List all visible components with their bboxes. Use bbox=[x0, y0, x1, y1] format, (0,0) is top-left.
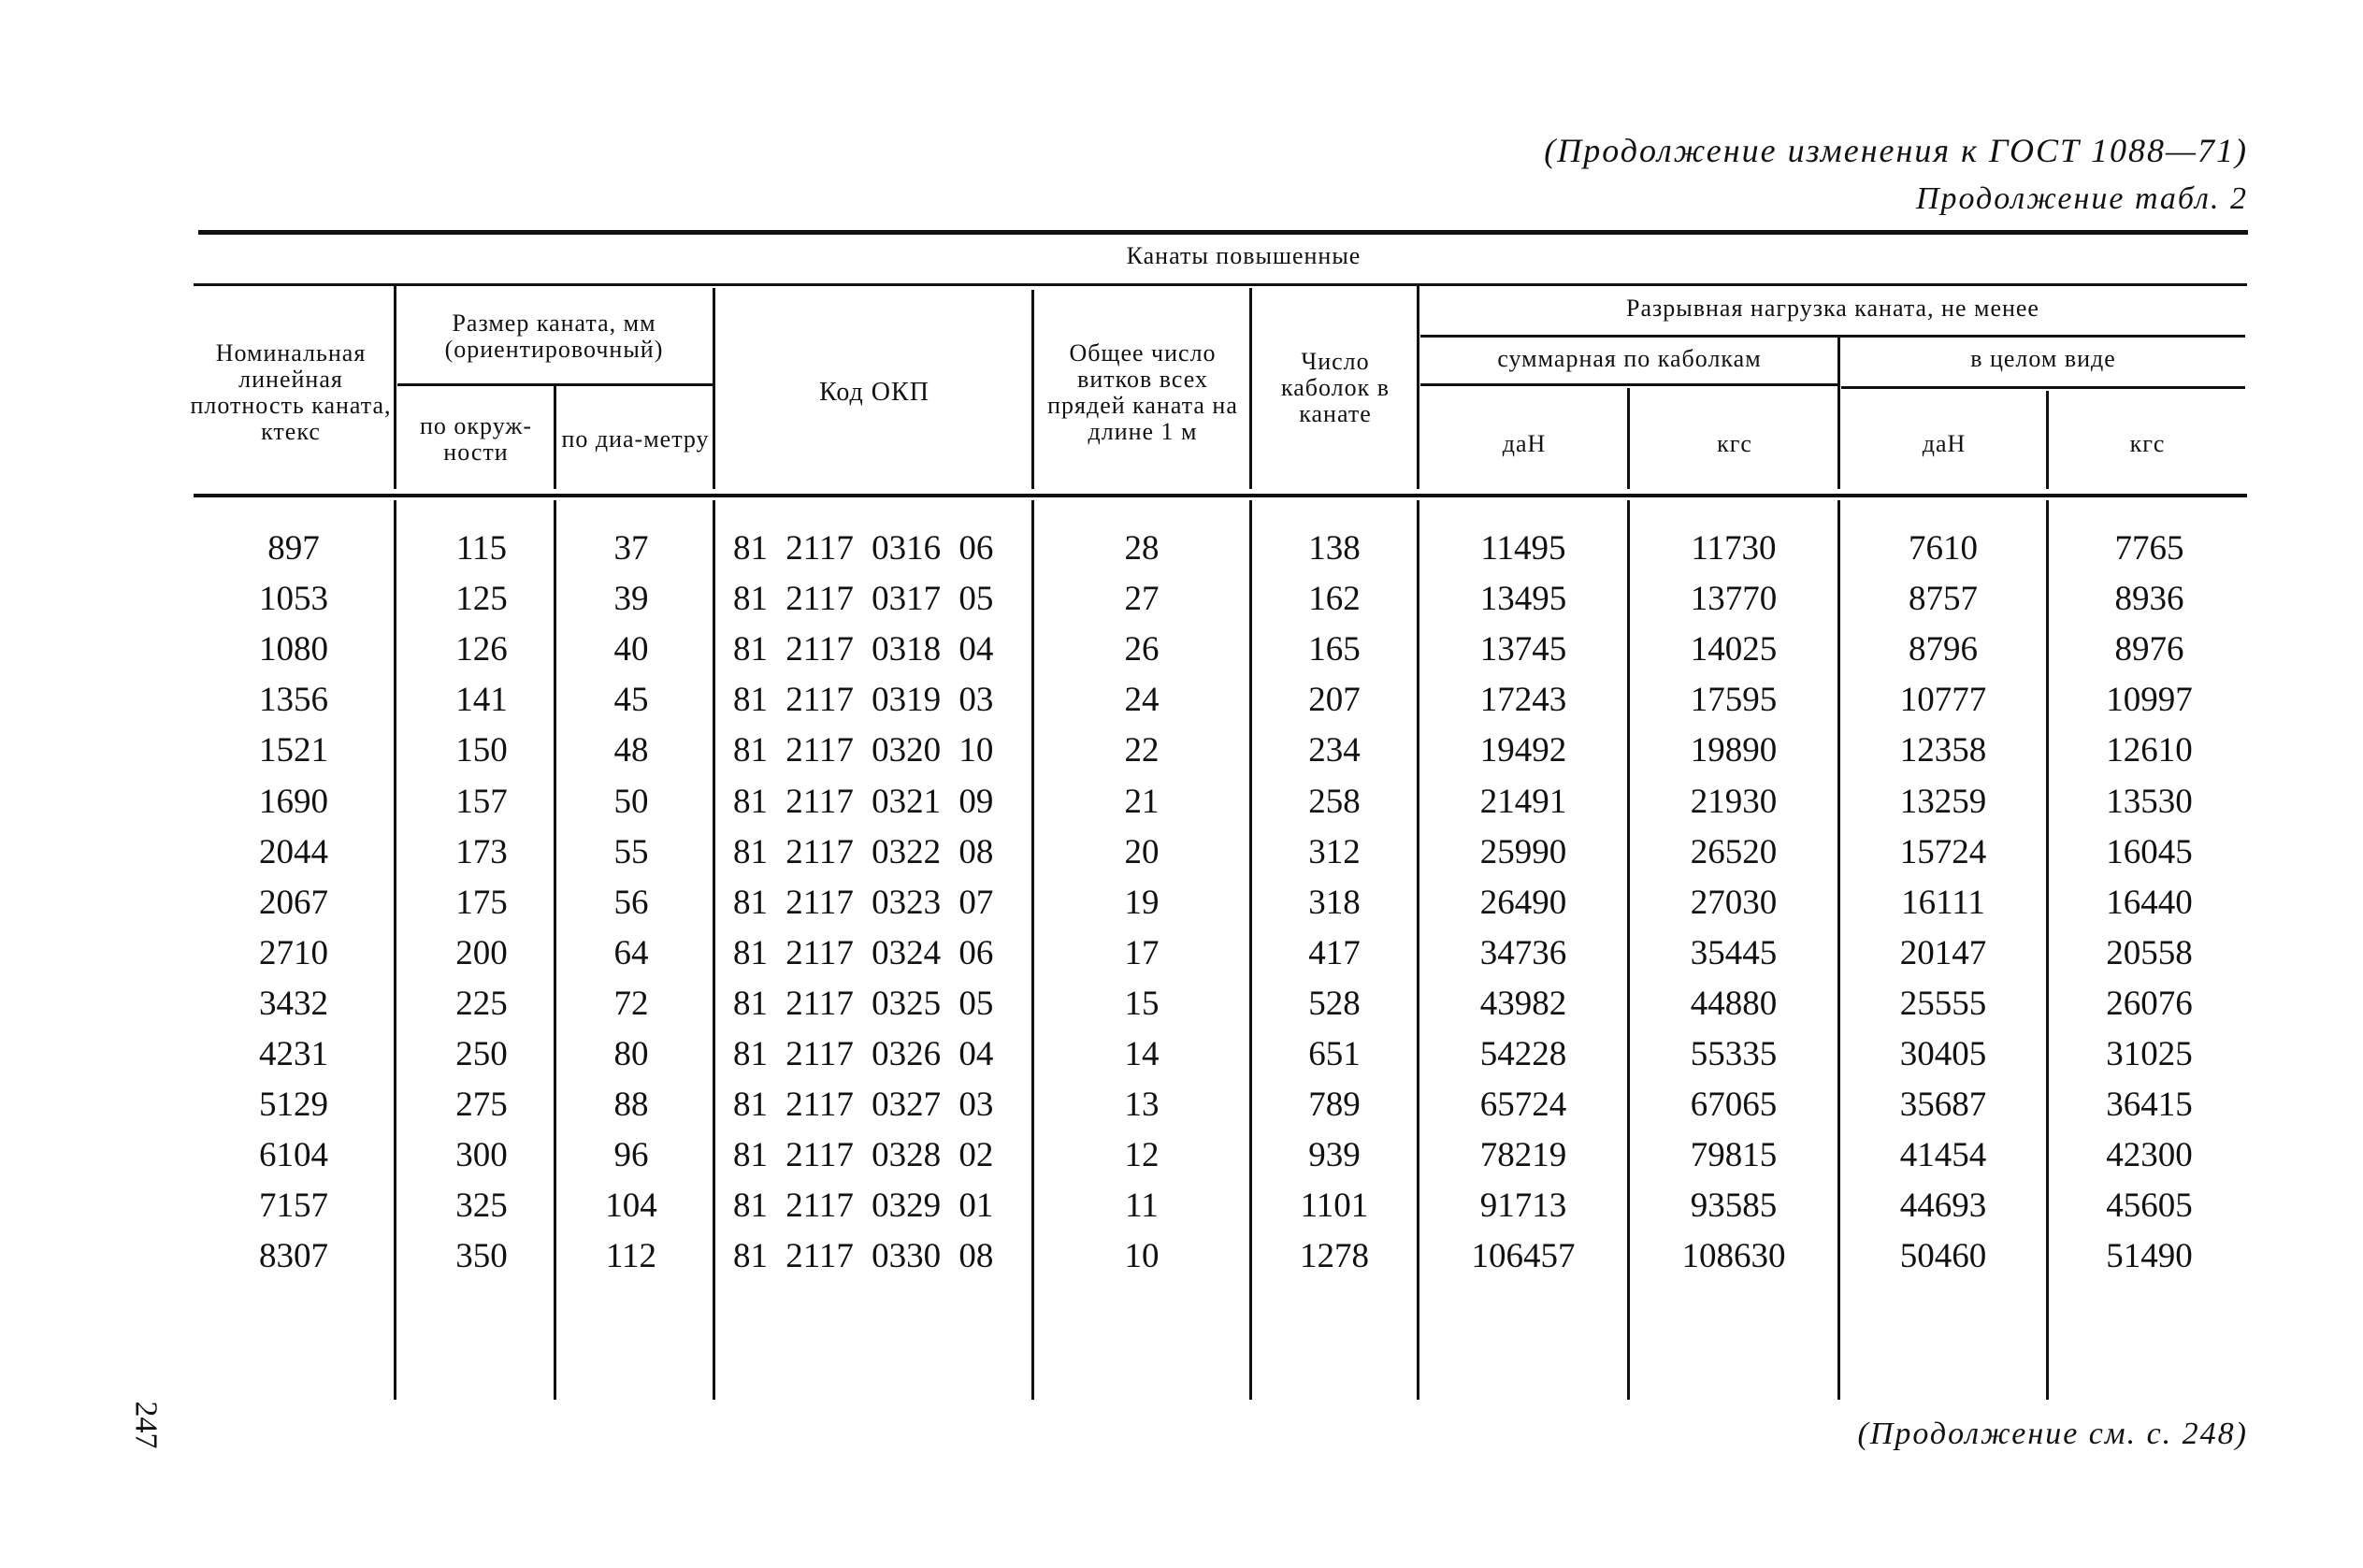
okp-code-cell: 81 2117 0322 08 bbox=[733, 832, 994, 871]
section-title: Канаты повышенные bbox=[1126, 242, 1362, 269]
turns-cell: 22 bbox=[1124, 731, 1160, 770]
column-divider bbox=[394, 500, 396, 1400]
load-whole-dan-cell: 50460 bbox=[1899, 1237, 1987, 1276]
turns-cell: 15 bbox=[1124, 984, 1160, 1023]
col-header-breaking-load: Разрывная нагрузка каната, не менее bbox=[1626, 295, 2039, 322]
load-whole-kgs-cell: 7765 bbox=[2114, 529, 2184, 568]
yarns-cell: 939 bbox=[1308, 1136, 1361, 1175]
load-whole-dan-cell: 7610 bbox=[1909, 529, 1978, 568]
yarns-cell: 417 bbox=[1308, 933, 1361, 972]
size-diameter-cell: 72 bbox=[613, 984, 649, 1023]
load-sum-rule bbox=[1420, 383, 1838, 386]
load-whole-kgs-cell: 42300 bbox=[2106, 1136, 2193, 1175]
turns-cell: 28 bbox=[1124, 529, 1160, 568]
column-divider bbox=[713, 288, 715, 489]
load-sum-kgs-cell: 44880 bbox=[1690, 984, 1778, 1023]
size-circumference-cell: 115 bbox=[455, 529, 508, 568]
column-divider bbox=[1031, 290, 1034, 489]
yarns-cell: 789 bbox=[1308, 1086, 1361, 1125]
col-header-sum-kgs: кгс bbox=[1717, 430, 1752, 457]
load-sum-dan-cell: 26490 bbox=[1479, 883, 1567, 922]
size-diameter-cell: 37 bbox=[613, 529, 649, 568]
size-circumference-cell: 173 bbox=[455, 832, 508, 871]
load-whole-dan-cell: 13259 bbox=[1899, 782, 1987, 821]
size-circumference-cell: 125 bbox=[455, 580, 508, 619]
density-cell: 3432 bbox=[259, 984, 328, 1023]
size-diameter-cell: 96 bbox=[613, 1136, 649, 1175]
turns-cell: 11 bbox=[1125, 1187, 1159, 1226]
size-circumference-cell: 225 bbox=[455, 984, 508, 1023]
size-diameter-cell: 112 bbox=[605, 1237, 657, 1276]
yarns-cell: 528 bbox=[1308, 984, 1361, 1023]
load-sum-dan-cell: 21491 bbox=[1479, 782, 1567, 821]
col-header-sum-dan: даН bbox=[1502, 430, 1547, 457]
density-cell: 1080 bbox=[259, 630, 328, 669]
okp-code-cell: 81 2117 0319 03 bbox=[733, 681, 994, 720]
load-sum-dan-cell: 25990 bbox=[1479, 832, 1567, 871]
load-whole-dan-cell: 25555 bbox=[1899, 984, 1987, 1023]
column-divider bbox=[1837, 335, 1840, 489]
okp-code-cell: 81 2117 0327 03 bbox=[733, 1086, 994, 1125]
size-circumference-cell: 150 bbox=[455, 731, 508, 770]
okp-code-cell: 81 2117 0329 01 bbox=[733, 1187, 994, 1226]
load-sum-dan-cell: 17243 bbox=[1479, 681, 1567, 720]
load-sum-kgs-cell: 55335 bbox=[1690, 1035, 1778, 1073]
column-divider bbox=[554, 386, 556, 489]
load-whole-kgs-cell: 20558 bbox=[2106, 933, 2193, 972]
table-continuation-label: Продолжение табл. 2 bbox=[1915, 181, 2248, 216]
load-sum-dan-cell: 43982 bbox=[1479, 984, 1567, 1023]
turns-cell: 12 bbox=[1124, 1136, 1160, 1175]
load-whole-kgs-cell: 36415 bbox=[2106, 1086, 2193, 1125]
load-sum-kgs-cell: 14025 bbox=[1690, 630, 1778, 669]
column-divider bbox=[554, 500, 556, 1400]
column-divider bbox=[1417, 285, 1419, 489]
load-sum-dan-cell: 91713 bbox=[1479, 1187, 1567, 1226]
column-divider bbox=[394, 285, 396, 489]
document-continuation-title: (Продолжение изменения к ГОСТ 1088—71) bbox=[1544, 132, 2248, 169]
header-bottom-rule bbox=[194, 494, 2247, 497]
size-circumference-cell: 126 bbox=[455, 630, 508, 669]
page-number: 247 bbox=[128, 1401, 164, 1449]
turns-cell: 17 bbox=[1124, 933, 1160, 972]
column-divider bbox=[713, 500, 715, 1400]
okp-code-cell: 81 2117 0330 08 bbox=[733, 1237, 994, 1276]
yarns-cell: 1278 bbox=[1300, 1237, 1369, 1276]
load-sum-dan-cell: 78219 bbox=[1479, 1136, 1567, 1175]
continued-note: (Продолжение см. с. 248) bbox=[1857, 1417, 2248, 1451]
yarns-cell: 234 bbox=[1308, 731, 1361, 770]
load-whole-dan-cell: 41454 bbox=[1899, 1136, 1987, 1175]
size-circumference-cell: 175 bbox=[455, 883, 508, 922]
density-cell: 2067 bbox=[259, 883, 328, 922]
table-top-rule bbox=[198, 230, 2248, 235]
col-header-density: Номинальная линейная плотность каната, ктекс bbox=[190, 339, 392, 445]
load-whole-dan-cell: 12358 bbox=[1899, 731, 1987, 770]
load-sum-kgs-cell: 35445 bbox=[1690, 933, 1778, 972]
load-sum-kgs-cell: 67065 bbox=[1690, 1086, 1778, 1125]
turns-cell: 24 bbox=[1124, 681, 1160, 720]
size-circumference-cell: 200 bbox=[455, 933, 508, 972]
load-sum-kgs-cell: 11730 bbox=[1691, 529, 1777, 568]
load-sum-kgs-cell: 17595 bbox=[1690, 681, 1778, 720]
load-whole-kgs-cell: 8936 bbox=[2114, 580, 2184, 619]
yarns-cell: 258 bbox=[1308, 782, 1361, 821]
size-diameter-cell: 48 bbox=[613, 731, 649, 770]
load-sum-kgs-cell: 26520 bbox=[1690, 832, 1778, 871]
yarns-cell: 165 bbox=[1308, 630, 1361, 669]
header-top-rule bbox=[194, 283, 2247, 286]
column-divider bbox=[1249, 288, 1252, 489]
load-whole-dan-cell: 20147 bbox=[1899, 933, 1987, 972]
okp-code-cell: 81 2117 0323 07 bbox=[733, 883, 994, 922]
okp-code-cell: 81 2117 0328 02 bbox=[733, 1136, 994, 1175]
size-diameter-cell: 50 bbox=[613, 782, 649, 821]
density-cell: 1053 bbox=[259, 580, 328, 619]
density-cell: 1521 bbox=[259, 731, 328, 770]
density-cell: 8307 bbox=[259, 1237, 328, 1276]
load-sum-dan-cell: 13495 bbox=[1479, 580, 1567, 619]
load-whole-kgs-cell: 10997 bbox=[2106, 681, 2193, 720]
size-diameter-cell: 56 bbox=[613, 883, 649, 922]
load-whole-dan-cell: 8796 bbox=[1909, 630, 1978, 669]
turns-cell: 26 bbox=[1124, 630, 1160, 669]
yarns-cell: 138 bbox=[1308, 529, 1361, 568]
turns-cell: 20 bbox=[1124, 832, 1160, 871]
size-circumference-cell: 250 bbox=[455, 1035, 508, 1073]
density-cell: 4231 bbox=[259, 1035, 328, 1073]
size-circumference-cell: 275 bbox=[455, 1086, 508, 1125]
load-whole-dan-cell: 8757 bbox=[1909, 580, 1978, 619]
size-circumference-cell: 141 bbox=[455, 681, 508, 720]
load-whole-kgs-cell: 51490 bbox=[2106, 1237, 2193, 1276]
size-diameter-cell: 104 bbox=[605, 1187, 657, 1226]
density-cell: 7157 bbox=[259, 1187, 328, 1226]
yarns-cell: 312 bbox=[1308, 832, 1361, 871]
turns-cell: 27 bbox=[1124, 580, 1160, 619]
load-whole-kgs-cell: 13530 bbox=[2106, 782, 2193, 821]
load-whole-dan-cell: 30405 bbox=[1899, 1035, 1987, 1073]
yarns-cell: 318 bbox=[1308, 883, 1361, 922]
okp-code-cell: 81 2117 0325 05 bbox=[733, 984, 994, 1023]
density-cell: 897 bbox=[267, 529, 320, 568]
density-cell: 1690 bbox=[259, 782, 328, 821]
column-divider bbox=[1627, 388, 1630, 489]
size-circumference-cell: 157 bbox=[455, 782, 508, 821]
load-whole-dan-cell: 16111 bbox=[1901, 883, 1985, 922]
okp-code-cell: 81 2117 0318 04 bbox=[733, 630, 994, 669]
load-whole-dan-cell: 15724 bbox=[1899, 832, 1987, 871]
load-sum-kgs-cell: 19890 bbox=[1690, 731, 1778, 770]
yarns-cell: 1101 bbox=[1300, 1187, 1369, 1226]
load-sum-dan-cell: 34736 bbox=[1479, 933, 1567, 972]
turns-cell: 14 bbox=[1124, 1035, 1160, 1073]
col-header-yarns: Число каболок в канате bbox=[1280, 348, 1390, 427]
load-sum-dan-cell: 54228 bbox=[1479, 1035, 1567, 1073]
okp-code-cell: 81 2117 0321 09 bbox=[733, 782, 994, 821]
col-header-size-group: Размер каната, мм (ориентировочный) bbox=[444, 309, 664, 363]
okp-code-cell: 81 2117 0324 06 bbox=[733, 933, 994, 972]
size-diameter-cell: 39 bbox=[613, 580, 649, 619]
yarns-cell: 207 bbox=[1308, 681, 1361, 720]
load-whole-dan-cell: 44693 bbox=[1899, 1187, 1987, 1226]
load-sum-dan-cell: 13745 bbox=[1479, 630, 1567, 669]
load-whole-kgs-cell: 12610 bbox=[2106, 731, 2193, 770]
load-sum-kgs-cell: 79815 bbox=[1690, 1136, 1778, 1175]
col-header-load-sum: суммарная по каболкам bbox=[1497, 345, 1762, 372]
size-diameter-cell: 64 bbox=[613, 933, 649, 972]
load-sub-rule bbox=[1420, 335, 2245, 338]
turns-cell: 21 bbox=[1124, 782, 1160, 821]
load-whole-kgs-cell: 16440 bbox=[2106, 883, 2193, 922]
load-sum-dan-cell: 11495 bbox=[1480, 529, 1566, 568]
turns-cell: 13 bbox=[1124, 1086, 1160, 1125]
load-sum-dan-cell: 106457 bbox=[1471, 1237, 1576, 1276]
size-circumference-cell: 350 bbox=[455, 1237, 508, 1276]
col-header-size-circumference: по окруж-ности bbox=[420, 412, 532, 466]
size-circumference-cell: 300 bbox=[455, 1136, 508, 1175]
size-diameter-cell: 55 bbox=[613, 832, 649, 871]
load-sum-dan-cell: 65724 bbox=[1479, 1086, 1567, 1125]
col-header-whole-kgs: кгс bbox=[2129, 430, 2166, 457]
size-circumference-cell: 325 bbox=[455, 1187, 508, 1226]
size-diameter-cell: 88 bbox=[613, 1086, 649, 1125]
size-diameter-cell: 80 bbox=[613, 1035, 649, 1073]
okp-code-cell: 81 2117 0316 06 bbox=[733, 529, 994, 568]
load-whole-kgs-cell: 16045 bbox=[2106, 832, 2193, 871]
load-sum-kgs-cell: 27030 bbox=[1690, 883, 1778, 922]
density-cell: 1356 bbox=[259, 681, 328, 720]
density-cell: 2710 bbox=[259, 933, 328, 972]
load-sum-kgs-cell: 13770 bbox=[1690, 580, 1778, 619]
load-whole-dan-cell: 35687 bbox=[1899, 1086, 1987, 1125]
okp-code-cell: 81 2117 0317 05 bbox=[733, 580, 994, 619]
load-whole-kgs-cell: 26076 bbox=[2106, 984, 2193, 1023]
load-sum-kgs-cell: 93585 bbox=[1690, 1187, 1778, 1226]
load-whole-rule bbox=[1841, 386, 2245, 389]
turns-cell: 10 bbox=[1124, 1237, 1160, 1276]
col-header-load-whole: в целом виде bbox=[1970, 345, 2116, 372]
col-header-whole-dan: даН bbox=[1922, 430, 1967, 457]
load-sum-dan-cell: 19492 bbox=[1479, 731, 1567, 770]
load-whole-kgs-cell: 8976 bbox=[2114, 630, 2184, 669]
col-header-size-diameter: по диа-метру bbox=[561, 425, 710, 453]
load-whole-kgs-cell: 31025 bbox=[2106, 1035, 2193, 1073]
size-diameter-cell: 45 bbox=[613, 681, 649, 720]
load-whole-kgs-cell: 45605 bbox=[2106, 1187, 2193, 1226]
yarns-cell: 162 bbox=[1308, 580, 1361, 619]
load-sum-kgs-cell: 108630 bbox=[1681, 1237, 1786, 1276]
density-cell: 6104 bbox=[259, 1136, 328, 1175]
okp-code-cell: 81 2117 0320 10 bbox=[733, 731, 994, 770]
load-whole-dan-cell: 10777 bbox=[1899, 681, 1987, 720]
size-diameter-cell: 40 bbox=[613, 630, 649, 669]
turns-cell: 19 bbox=[1124, 883, 1160, 922]
column-divider bbox=[2046, 391, 2049, 489]
load-sum-kgs-cell: 21930 bbox=[1690, 782, 1778, 821]
col-header-turns: Общее число витков всех прядей каната на длине 1 м bbox=[1047, 339, 1238, 445]
yarns-cell: 651 bbox=[1308, 1035, 1361, 1073]
col-header-okp-code: Код ОКП bbox=[819, 378, 929, 407]
density-cell: 2044 bbox=[259, 832, 328, 871]
okp-code-cell: 81 2117 0326 04 bbox=[733, 1035, 994, 1073]
density-cell: 5129 bbox=[259, 1086, 328, 1125]
